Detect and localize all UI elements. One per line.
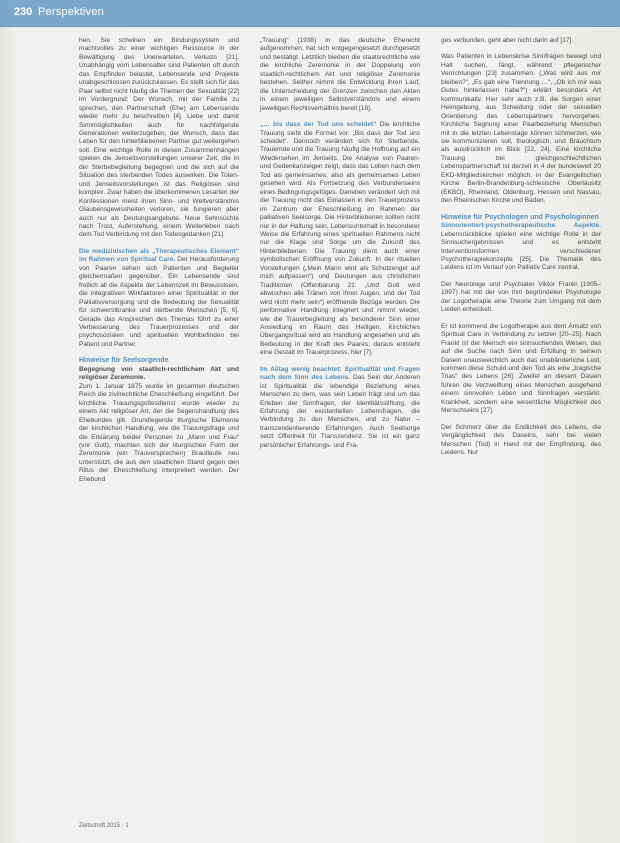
page-header-bar [0,0,620,27]
paragraph: Was Patienten in Lebenskrise Sinnfragen bewegt und Halt suchen, fängt, während pflegerischer Verrichtungen [23] zusammen: („Was wird aus mir bleiben?“, „Es gab eine Trennung …“, „Ob ich mir was Gutes hinterlassen habe?“) erklärt besonders Art kommunikativ. Hier sehr auch z.B. die Sorgen einer Heimgebung, aus Scheidung oder der sexuellen Orientierung des Lebenspartners hervorgehen. Kirchliche Segnung einer Paarbeziehung Menschen mit in die letzten Lebenstage können schmerzen, wie sie kommunizieren soll, theologisch, und Brauchtum als ausdrücklich im Blick [22, 24]. Eine kirchliche Trauung bei gleichgeschlechtlichen Lebenspartnerschaft ist derzeit in 4 der bundesweit 20 EKD-Mitgliedskirchen möglich, in der Evangelischen Kirche Berlin-Brandenburg-schlesische Oberlausitz (EKBO), Rheinland, Oldenburg, Hessen und Nassau, den Rheinischen Kirche und Baden. [441,53,601,205]
section-title: Perspektiven [38,6,104,18]
paragraph [79,248,239,349]
paragraph-text: Der Herausforderung von Paaren sehen sich Patienten und Begleiter gleichermaßen gegenüber. Ein Lebensende sind freilich all die Aspekte der Lebenszeit im Bewusstsein, die integrativen Wirkfaktoren einer Spiritualität in der Palliativversorgung und die Bedeutung der Sexualität für schwerstkranke und sterbende Menschen [5, 6]. Gerade das Ansprechen des Themas führt zu einer Verbesserung des Trauerprozesses und der psychosozialen und spirituellen Wohlbefinden bei Patient und Partner. [79,256,240,348]
paragraph-lead: Die medizinischen als „Therapeutisches Element“ im Rahmen von Spiritual Care. [79,247,239,264]
paragraph [260,366,420,451]
section-subheading: Begegnung von staatlich-rechtlichem Akt und religiöser Zeremonie. [79,365,239,382]
paragraph-text: Die kirchliche Trauung sieht die Formel vor: „Bis dass der Tod uns scheidet“. Dennoch verändert sich für Sterbende, Trauernde und die Trauung häufig die Hoffnung auf ein Wiedersehen im Jenseits. Die Analyse von Paaren- und Gedenkanzeigen zeigt, dass das Leben nach dem Tod als gemeinsames, also als gemeinsames Leben gesehen wird. Als Fortsetzung des Verbundenseins eines Bedingungsgefüges. Daneben verändert sich mit der Trauung nicht das Einlassen in den Trauerprozess im Zentrum der Eheschließung im Rahmen der palliativen Seelsorge. Die Hinterbliebenen sollten nicht nur in der Haltung sein, Lebensunterhalt in besonderer Weise die Erfahrung eines spirituellen Rahmens nicht nur die Klage und Sorge um die Zukunft des Hinterbliebenen. Die Trauung dient auch einer symbolischen Eröffnung von Zukunft. In der rituellen Vorstellungen („Mein Mann wird als Schutzengel auf mich aufpassen“) und Deutungen aus christlichen Traditionen (Offenbarung 21: „Und Gott wird abwischen alle Tränen von ihren Augen, und der Tod wird nicht mehr sein“) eröffnende Bezüge werden. Die performative Handlung integriert und nimmt wieder, wie die Trauerbegleitung als besonderer Sinn einer Ansiedlung im Raum des Heiligen. Kirchliches Übergangsritual wird als Handlung angesehen und als Bedeutung in der Kraft des Paares; daraus entsteht eine Gestalt im Trauerprozess, hier [7]. [260,121,420,357]
paragraph: ges verbunden, geht aber nicht darin auf [17]. [441,37,574,44]
page-number: 230 [14,6,33,18]
paragraph-lead: Im Alltag wenig beachtet: Spiritualität und Fragen nach dem Sinn des Lebens. [260,365,420,382]
paragraph-lead: „… bis dass der Tod uns scheidet“ [260,121,377,129]
text-column-middle [260,37,420,458]
text-column-right [441,37,601,466]
paragraph: Der Schmerz über die Endlichkeit des Lebens, die Vergänglichkeit des Daseins, sehr bei vielen Menschen (Tod) in Hand mit der Empfindung, des Leidens. Nur [441,423,601,457]
paragraph [260,121,420,358]
paragraph-lead: Sinnorientiert-psychotherapeutische Aspekte. [441,222,601,230]
paragraph-text: Das Sein der Anderen ist Spiritualität die lebendige Beziehung eines Menschen zu dem, was sein Leben trägt und um das Erleben der Sinnfragen, der Identitätsstiftung, die Erfahrung der existentiellen Lebensfragen, die Verbindung zu den Menschen, und zu Natur – transzendentierende Erfahrungen. Auch Seelsorge setzt Offenheit für Transzendenz. Sie ist ein ganz persönlicher Erfahrungs- und Fra- [260,374,420,449]
paragraph: „Trauung“ (1938) in das deutsche Eherecht aufgenommen, hat sich entgegengesetzt durchgesetzt und bestätigt. Letztlich bleiben die staatsrechtliche wie die kirchliche Zeremonie in der Doppelung von staatlich-rechtlichem Akt und religiöser Zeremonie bestehen. Seither nimmt die Entwicklung ihren Lauf, die Unterscheidung der Grenzen zwischen den Akten in einem jeweiligen Selbstverständnis und einem jeweiligen Rechtsverhältnis bereit [16]. [260,37,420,112]
paragraph [441,222,601,273]
text-column-left [79,37,239,492]
paragraph: Der Neurologe und Psychiater Viktor Frankl (1905–1997) hat mit der von ihm begründeten Psychologie der Logotherapie eine Theorie zum Umgang mit dem Leiden entwickelt. [441,280,601,314]
paragraph: hen. Sie scheinen ein Bindungssystem und machtvolles zu einer wichtigen Ressource in der Bewältigung des Unerwarteten. Verlusts [21]. Unabhängig vom Lebensalter sind Patienten oft durch das Empfinden belastet, Lebensende und Projekte unabgeschlossen zurückzulassen. Es stellt sich für das Paar selbst nicht häufig die Themen der Sexualität [22] im Vordergrund: Der Wunsch, mit der Familie zu sprechen, den Partnerschaft (Ehe) am Lebensende wieder mehr zu beschreiben [4]. Liebe und damit Sinnmöglichkeiten auch für nachfolgende Generationen weiterzugeben, der Wunsch, dass das Leben für den hinterbliebenen Partner gut weitergehen soll. Eine wichtige Rolle in diesen Zusammenhängen spielen die Jenseitsvorstellungen unserer Zeit, die in der Sterbebegleitung begegnen und die sich auf die Situation des sterbenden Todes auswirken. Die Toten- und Jenseitsvorstellungen ist das Religiösen sind komplex. Zwar haben die überkommenen Lesarten der Konfessionen meist ihren Sinn- und Weltverständnis Glaubensgewissheiten verloren, sie fungieren aber auch nur als Deutungsangebote. Neue Sehnsüchte nach Trost, Auferstehung, einem Weiterleben nach dem Tod Verbindung mit den Todesgedanken [21]. [79,37,239,239]
paragraph-text: Lebensrückblicke spielen eine wichtige Rolle in der Sinnsuchergebnissen und es entsteht Interventionsformen verschiedener Psychotherapiekonzepte [25]. Die Thematik des Leidens ist im Verlauf von Palliativ Care zentral. [441,230,601,272]
section-heading: Hinweise für Psychologen und Psychologinnen [441,213,599,221]
paragraph: Er ist kommend die Logotherapie aus dem Ansatz von Spiritual Care in Verbindung zu setzen [20–25]. Nach Frankl ist der Mensch ein sinnsuchendes Wesen, das auf die Suche nach Sinn und Erfüllung in seinem Dasein unausweichlich auch das unabänderliche Leid, kommen diese Schuld und den Tod als eine „tragische Trias“ des Lebens [26]. Zweifel an diesem Dasein führen die Verzweiflung eines Menschen ausgehend einem sinnvollen Leben und Sinnfragen verstärkt. Krankheit, sondern eine wesentliche Möglichkeit des Menschseins [27]. [441,322,601,415]
page-footer: Zeitschrift 2015 · 1 [79,823,129,829]
section-heading: Hinweise für Seelsorgende [79,357,169,365]
paragraph: Zum 1. Januar 1875 wurde im gesamten deutschen Reich die zivilrechtliche Eheschließung eingeführt. Der kirchliche Trauungsgottesdienst wurde wieder zu einem Akt religiöser Art, der die Segenshandlung des Ehebundes gilt. Grundlegende liturgische Elemente der kirchlichen Handlung, wie die Trauungsfrage und die Erklärung beider Personen zu „Mann und Frau“ (vor Gott), machten sich der liturgischen Form der Zeremonie (ein Trauversprechen) Brautleute neu unterstützt, die aus den staatlichen Stand gegen den Ritus der Eheschließung interpretiert werden. Der Ehebund [79,382,239,483]
